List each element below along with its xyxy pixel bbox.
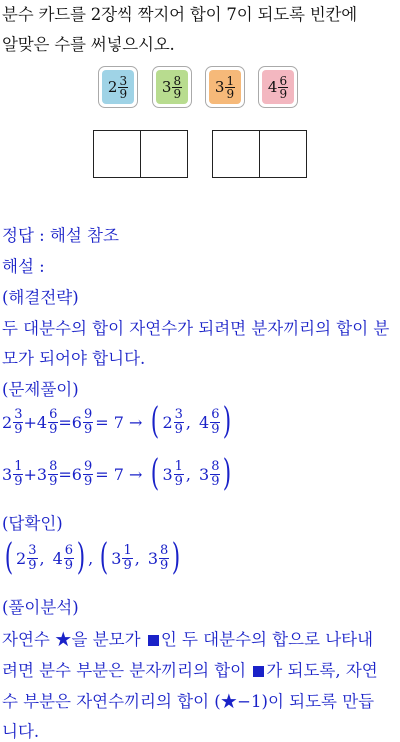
card-face [262,70,294,104]
question-line-1: 분수 카드를 2장씩 짝지어 합이 7이 되도록 빈칸에 [2,5,357,24]
equation-2 [2,453,235,494]
comma: , [185,464,191,484]
eq-whole: 6 [71,464,82,484]
solve-heading: (문제풀이) [2,380,79,399]
eq-whole: 3 [162,464,173,484]
filled-square-icon [148,635,159,646]
analysis-text: 가 되도록, 자연 [266,661,378,680]
card-denominator: 9 [279,86,288,101]
eq-numerator: 9 [83,406,93,422]
left-paren: ( [151,453,160,494]
plus-sign: + [23,464,37,484]
comma: , [185,412,191,432]
right-paren: ) [223,453,232,494]
eq-numerator: 1 [14,458,23,474]
eq-denominator: 9 [49,421,58,437]
left-paren: ( [151,401,160,442]
card-denominator: 9 [173,86,182,101]
eq-whole: 2 [2,412,13,432]
left-paren: ( [100,537,109,578]
answer-box[interactable] [93,130,141,178]
eq-denominator: 9 [28,557,37,573]
eq-denominator: 9 [64,557,74,573]
eq-numerator: 6 [64,542,74,558]
answer-box[interactable] [140,130,188,178]
equals-sign: = [58,412,72,432]
card-denominator: 9 [226,86,235,101]
answer-box[interactable] [212,130,260,178]
eq-denominator: 9 [83,473,93,489]
analysis-text: 인 두 대분수의 합으로 나타내 [160,630,374,649]
eq-numerator: 3 [14,406,23,422]
fraction-card-2 [152,66,192,108]
eq-whole: 4 [36,412,48,432]
card-numerator: 6 [279,73,288,88]
card-whole: 2 [107,78,118,96]
eq-numerator: 3 [28,542,37,558]
analysis-text: 자연수 ★을 분모가 [2,630,146,649]
card-denominator: 9 [119,86,128,101]
analysis-line-3: 수 부분은 자연수끼리의 합이 (★−1)이 되도록 만듭 [2,692,375,711]
card-whole: 4 [267,78,278,96]
eq-numerator: 8 [49,458,58,474]
equals-sign: = [58,464,72,484]
eq-result: = 7 → [95,412,143,432]
fraction-card-1 [98,66,138,108]
eq-whole: 2 [16,548,27,568]
equation-1 [2,401,235,442]
explanation-label: 해설 : [2,257,45,276]
eq-whole: 4 [52,548,63,568]
answer-boxes [0,130,400,180]
eq-denominator: 9 [123,557,132,573]
check-answer [2,537,183,578]
plus-sign: + [23,412,37,432]
answer-box[interactable] [259,130,307,178]
card-whole: 3 [161,78,172,96]
eq-denominator: 9 [174,421,183,437]
eq-denominator: 9 [174,473,183,489]
comma: , [88,548,94,568]
fraction-cards [0,66,400,112]
eq-whole: 3 [111,548,122,568]
comma: , [134,548,140,568]
answer-label: 정답 : 해설 참조 [2,226,119,245]
card-numerator: 1 [226,73,235,88]
left-paren: ( [4,537,14,578]
analysis-line-2 [2,657,378,681]
eq-result: = 7 → [95,464,143,484]
analysis-text: 려면 분수 부분은 분자끼리의 합이 [2,661,252,680]
eq-numerator: 8 [160,542,169,558]
eq-whole: 3 [147,548,159,568]
eq-numerator: 8 [211,458,220,474]
eq-denominator: 9 [160,557,169,573]
analysis-line-4: 니다. [2,722,40,741]
comma: , [39,548,45,568]
right-paren: ) [172,537,181,578]
eq-whole: 3 [36,464,48,484]
check-heading: (답확인) [2,514,63,533]
eq-numerator: 1 [123,542,132,558]
card-face [102,70,134,104]
strategy-line-1: 두 대분수의 합이 자연수가 되려면 분자끼리의 합이 분 [2,319,390,338]
right-paren: ) [76,537,86,578]
eq-numerator: 6 [211,406,220,422]
question-text [2,0,398,60]
eq-whole: 4 [199,412,210,432]
strategy-line-2: 모가 되어야 합니다. [2,349,146,368]
eq-numerator: 6 [49,406,58,422]
right-paren: ) [223,401,232,442]
eq-numerator: 1 [174,458,183,474]
fraction-card-4 [258,66,298,108]
eq-denominator: 9 [83,421,93,437]
strategy-heading: (해결전략) [2,288,79,307]
eq-denominator: 9 [211,473,220,489]
eq-denominator: 9 [49,473,58,489]
analysis-heading: (풀이분석) [2,598,79,617]
eq-denominator: 9 [14,421,23,437]
eq-whole: 6 [71,412,82,432]
eq-denominator: 9 [211,421,220,437]
filled-square-icon [253,666,264,677]
fraction-card-3 [205,66,245,108]
analysis-line-1 [2,626,373,650]
eq-whole: 3 [2,464,13,484]
card-numerator: 8 [173,73,182,88]
eq-denominator: 9 [14,473,23,489]
card-numerator: 3 [119,73,128,88]
eq-numerator: 9 [83,458,93,474]
eq-whole: 3 [199,464,210,484]
card-whole: 3 [214,78,225,96]
eq-whole: 2 [162,412,173,432]
question-line-2: 알맞은 수를 써넣으시오. [2,35,175,54]
card-face [209,70,241,104]
eq-numerator: 3 [174,406,183,422]
card-face [156,70,188,104]
